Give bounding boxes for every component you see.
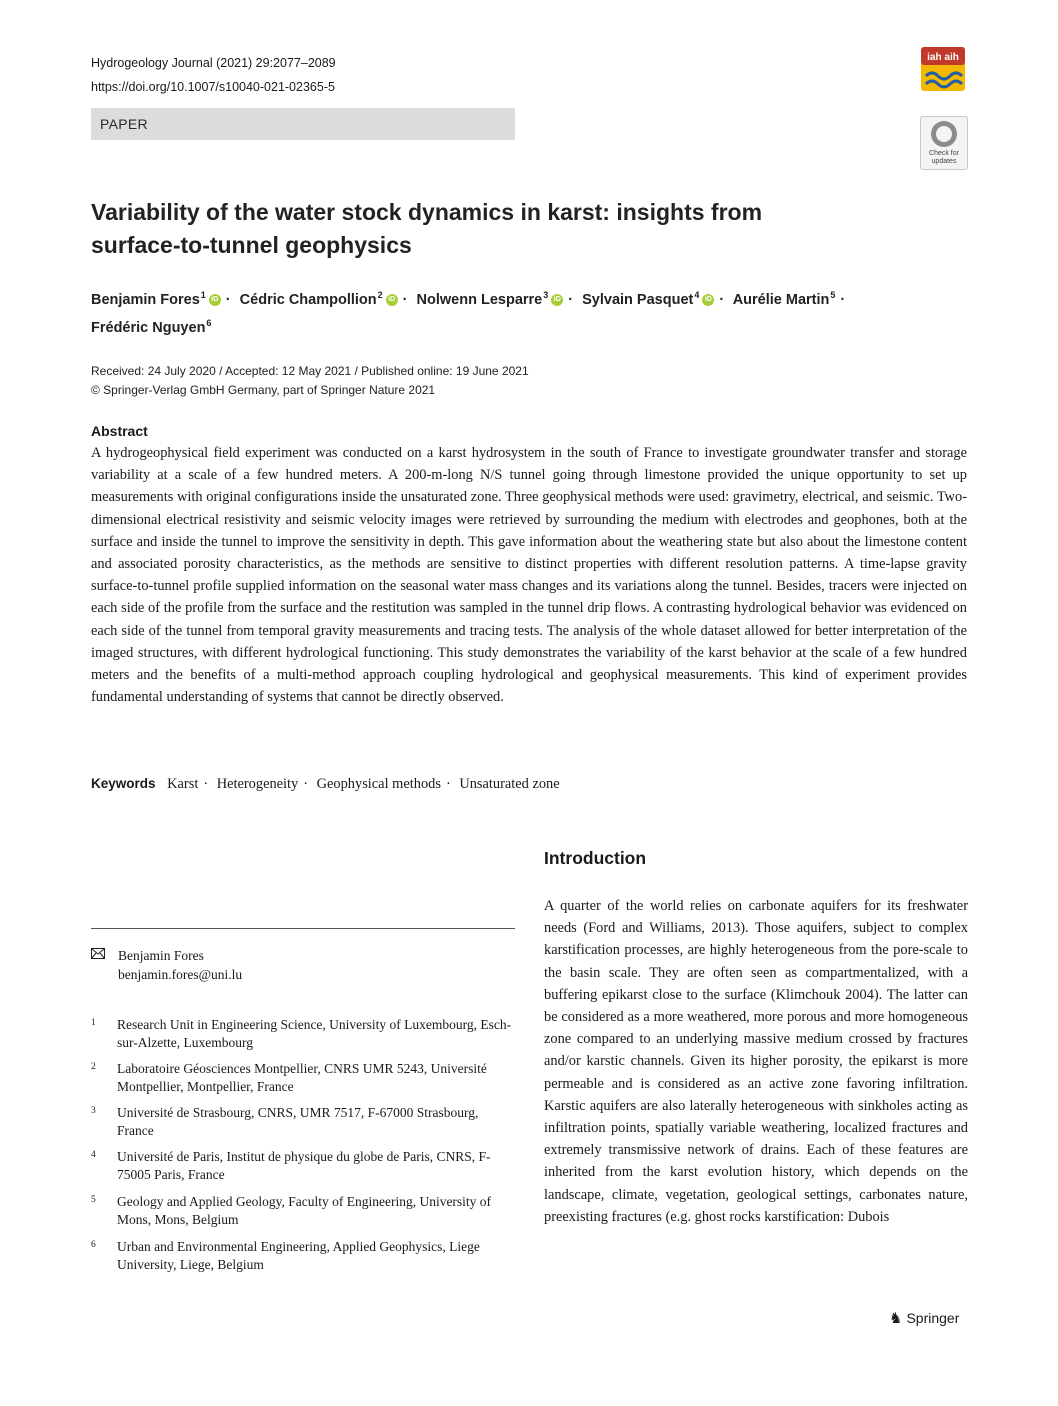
abstract-heading: Abstract	[91, 423, 148, 439]
keywords-label: Keywords	[91, 776, 156, 791]
affiliation: 4 Université de Paris, Institut de physique du globe de Paris, CNRS, F-75005 Paris, France	[91, 1149, 491, 1182]
author[interactable]: Nolwenn Lesparre$^3$ iD	[417, 292, 564, 308]
author[interactable]: Cédric Champollion$^2$ iD	[240, 292, 398, 308]
corresponding-email[interactable]: benjamin.fores@uni.lu	[118, 967, 243, 982]
keyword: Geophysical methods	[316, 776, 441, 792]
orcid-icon[interactable]: iD	[386, 294, 398, 306]
orcid-icon[interactable]: iD	[702, 294, 714, 306]
iah-logo-icon	[920, 46, 966, 92]
footnote-divider	[91, 928, 515, 929]
author-list: Benjamin Fores$^1$ iD · Cédric Champollion$^2$ iD · Nolwenn Lesparre$^3$ iD · Sylvain Pasquet$^4$ iD · Aurélie Martin$^5$ · Frédéric Nguyen$^6$	[91, 290, 846, 336]
check-updates-icon	[931, 121, 957, 147]
abstract-text: A hydrogeophysical field experiment was conducted on a karst hydrosystem in the south of France to investigate groundwater transfer and storage variability at a scale of a few hundred meters. A 200-m-long N/S tunnel going through limestone provided the unique opportunity to set up measurements with original configurations inside the unsaturated zone. Three geophysical methods were used: gravimetry, electrical, and seismic. Two-dimensional electrical resistivity and seismic velocity images were retrieved by surrounding the medium with electrodes and geophones, both at the surface and inside the tunnel to improve the sensitivity in depth. This gave information about the weathering state but also about the limestone content and associated porosity characteristics, as the methods are sensitive to distinct properties with different resolution patterns. A time-lapse gravity surface-to-tunnel profile supplied information on the seasonal water mass changes and its variations along the tunnel. Besides, tracers were injected on each side of the profile from the surface and the restitution was sampled in the tunnel drip flows. A contrasting hydrological behavior was evidenced on each side of the tunnel from temporal gravity measurements and tracing tests. The analysis of the whole dataset allowed for better interpretation of the imaged structures, with different hydrological functioning. This study demonstrates the variability of the karst behavior at the scale of a few hundred meters and the benefits of a multi-method approach coupling hydrological and geophysical measurements. This kind of experiment provides fundamental understanding of systems that cannot be directly observed.	[91, 445, 967, 706]
corresponding-author	[118, 946, 242, 984]
publication-dates	[91, 362, 529, 400]
author[interactable]: Benjamin Fores$^1$ iD	[91, 292, 221, 308]
orcid-icon[interactable]: iD	[551, 294, 563, 306]
springer-logo: ♞ Springer	[889, 1310, 960, 1327]
introduction-heading: Introduction	[544, 848, 647, 868]
affiliation: 2 Laboratoire Géosciences Montpellier, CNRS UMR 5243, Université Montpellier, Montpellier, France	[91, 1061, 487, 1094]
affiliation: 1 Research Unit in Engineering Science, University of Luxembourg, Esch-sur-Alzette, Luxembourg	[91, 1017, 512, 1050]
doi-link[interactable]: https://doi.org/10.1007/s10040-021-02365-5	[91, 80, 335, 94]
author[interactable]: Aurélie Martin$^5$	[732, 290, 836, 308]
author[interactable]: Frédéric Nguyen$^6$	[91, 317, 212, 336]
affiliation: 3 Université de Strasbourg, CNRS, UMR 7517, F-67000 Strasbourg, France	[91, 1105, 479, 1138]
keywords: Keywords Karst · Heterogeneity · Geophysical methods · Unsaturated zone	[91, 776, 560, 792]
journal-citation: Hydrogeology Journal (2021) 29:2077–2089	[91, 56, 336, 70]
svg-text:iah aih: iah aih	[927, 52, 959, 63]
affiliation: 5 Geology and Applied Geology, Faculty of Engineering, University of Mons, Mons, Belgium	[91, 1194, 492, 1227]
keyword: Karst	[167, 776, 199, 792]
section-label: PAPER	[100, 116, 148, 132]
corresponding-name: Benjamin Fores	[118, 948, 204, 963]
keyword: Unsaturated zone	[459, 776, 560, 792]
keyword: Heterogeneity	[216, 776, 299, 792]
orcid-icon[interactable]: iD	[209, 294, 221, 306]
envelope-icon	[91, 948, 105, 959]
springer-horse-icon: ♞	[889, 1310, 903, 1327]
check-for-updates-badge[interactable]	[920, 116, 968, 170]
dates-line: Received: 24 July 2020 / Accepted: 12 May 2021 / Published online: 19 June 2021	[91, 364, 529, 378]
section-bar	[91, 108, 515, 140]
affiliation: 6 Urban and Environmental Engineering, Applied Geophysics, Liege University, Liege, Belgium	[91, 1239, 480, 1272]
copyright-line: © Springer-Verlag GmbH Germany, part of Springer Nature 2021	[91, 383, 436, 397]
check-updates-label: Check for updates	[929, 150, 959, 165]
article-title: Variability of the water stock dynamics in karst: insights from surface-to-tunnel geophysics	[91, 199, 763, 258]
author[interactable]: Sylvain Pasquet$^4$ iD	[582, 292, 714, 308]
introduction-text: A quarter of the world relies on carbonate aquifers for its freshwater needs (Ford and Williams, 2013). Those aquifers, subject to complex karstification processes, are highly heterogeneous from the pore-scale to the basin scale. They are often seen as compartmentalized, with a buffering epikarst close to the surface (Klimchouk 2004). The latter can be considered as a more weathered, more porous and more homogeneous zone compared to an underlying massive medium crossed by fractures and/or karstic channels. Given its higher porosity, the epikarst is more permeable and is considered as an active zone favoring infiltration. Karstic aquifers are also laterally heterogeneous with sinkholes acting as infiltration points, spatially variable weathering, localized fractures and extremely transmissive network of drains. Each of these features are inherited from the karst evolution history, which depends on the landscape, climate, vegetation, geological settings, carbonates nature, preexisting fractures (e.g. ghost rocks karstification: Dubois	[544, 898, 968, 1225]
